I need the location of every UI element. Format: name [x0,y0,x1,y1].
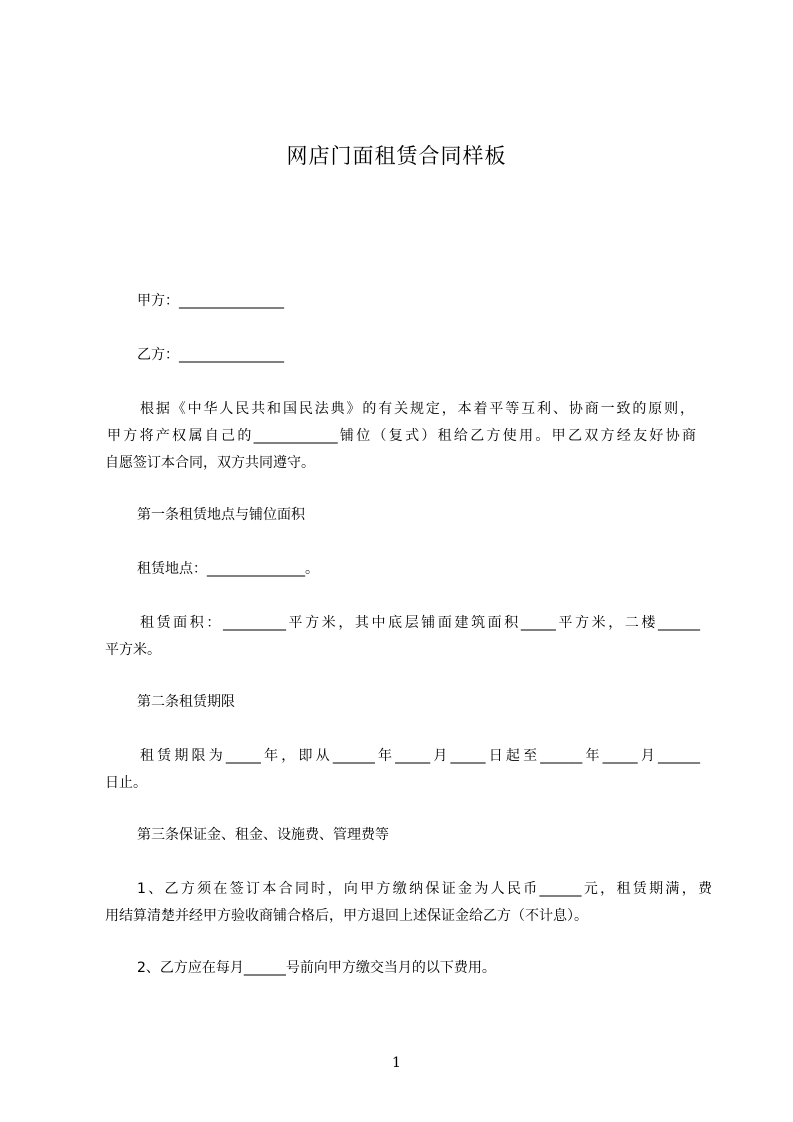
lease-area-line-1: 租赁面积：_________平方米，其中底层铺面建筑面积_____平方米，二楼______ [140,615,700,631]
lease-term-line-2: 日止。 [105,775,147,791]
intro-line-2: 甲方将产权属自己的____________铺位（复式）租给乙方使用。甲乙双方经友好协商 [107,428,696,444]
monthly-fee-line: 2、乙方应在每月______号前向甲方缴交当月的以下费用。 [137,960,496,976]
intro-line-1: 根据《中华人民共和国民法典》的有关规定，本着平等互利、协商一致的原则， [140,401,694,417]
article-1-heading: 第一条租赁地点与铺位面积 [137,507,305,523]
lease-term-line-1: 租赁期限为_____年，即从______年_____月_____日起至______年_____月______ [140,748,700,764]
lease-area-line-2: 平方米。 [105,642,161,658]
lease-location-line: 租赁地点：______________。 [137,561,319,577]
article-3-heading: 第三条保证金、租金、设施费、管理费等 [137,827,389,843]
document-title: 网店门面租赁合同样板 [286,144,507,168]
party-b-line: 乙方：_______________ [137,347,284,363]
page-number: 1 [392,1055,401,1071]
deposit-line-2: 用结算清楚并经甲方验收商铺合格后，甲方退回上述保证金给乙方（不计息）。 [105,908,588,924]
party-a-line: 甲方：_______________ [137,293,284,309]
deposit-line-1: 1、乙方须在签订本合同时，向甲方缴纳保证金为人民币______元，租赁期满，费 [137,881,712,897]
article-2-heading: 第二条租赁期限 [137,694,235,710]
intro-line-3: 自愿签订本合同，双方共同遵守。 [105,455,315,471]
